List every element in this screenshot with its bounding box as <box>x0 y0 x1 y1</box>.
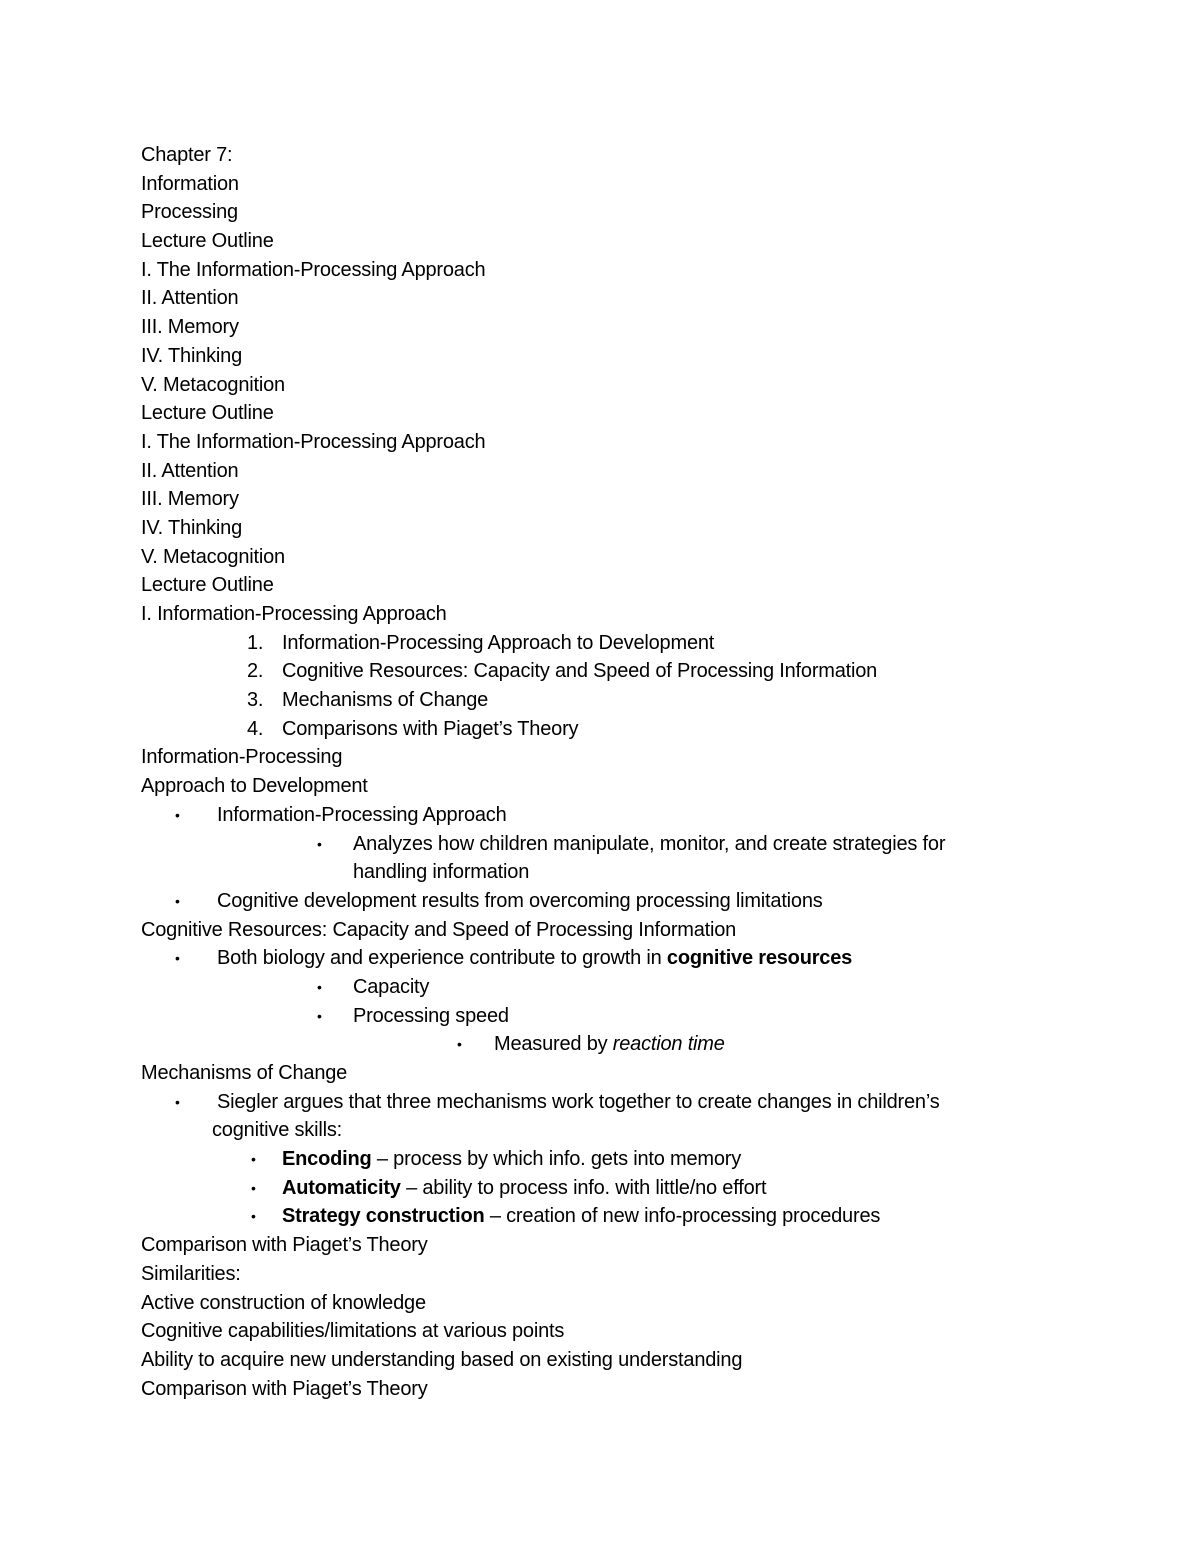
bullet-text: Siegler argues that three mechanisms work together to create changes in children’s <box>217 1090 940 1113</box>
outline-item: IV. Thinking <box>141 516 243 539</box>
bullet-text: Processing speed <box>353 1004 509 1027</box>
title-line: Processing <box>141 201 238 224</box>
outline-item: V. Metacognition <box>141 373 285 396</box>
outline-item: V. Metacognition <box>141 545 285 568</box>
text-line: Active construction of knowledge <box>141 1291 426 1314</box>
bullet-text: Measured by <box>494 1033 613 1056</box>
bullet-item <box>141 1002 1041 1031</box>
item-text: Mechanisms of Change <box>282 689 489 712</box>
bullet-continuation: handling information <box>353 861 530 884</box>
bullet-text: Both biology and experience contribute to growth in <box>217 947 667 970</box>
section-heading: Lecture Outline <box>141 402 274 425</box>
text-line: Ability to acquire new understanding based on existing understanding <box>141 1348 743 1371</box>
item-number: 3. <box>247 689 264 712</box>
bullet-icon: • <box>175 892 180 909</box>
section-heading: Mechanisms of Change <box>141 1062 348 1084</box>
bullet-text: – process by which info. gets into memory <box>371 1148 742 1171</box>
bullet-item <box>141 1030 1041 1059</box>
bullet-icon: • <box>175 1093 180 1110</box>
chapter-title: Chapter 7: <box>141 144 233 166</box>
bullet-item <box>141 830 1041 859</box>
section-heading: Comparison with Piaget’s Theory <box>141 1377 428 1400</box>
item-number: 1. <box>247 631 264 654</box>
bullet-item <box>141 887 1041 916</box>
outline-item: IV. Thinking <box>141 344 243 367</box>
numbered-item <box>141 686 1041 715</box>
bullet-continuation: cognitive skills: <box>212 1119 342 1142</box>
outline-item: I. The Information-Processing Approach <box>141 258 486 281</box>
item-text: Cognitive Resources: Capacity and Speed of Processing Information <box>282 660 878 683</box>
bold-term: cognitive resources <box>666 947 853 970</box>
numbered-item <box>141 715 1041 744</box>
bullet-item <box>141 1174 1041 1203</box>
bullet-icon: • <box>251 1208 256 1225</box>
bullet-text: Capacity <box>353 975 430 998</box>
bold-term: Automaticity <box>282 1176 401 1199</box>
outline-item: III. Memory <box>141 488 239 511</box>
bullet-text: Cognitive development results from overcoming processing limitations <box>217 889 823 912</box>
bullet-icon: • <box>317 1007 322 1024</box>
section-heading: Approach to Development <box>141 775 368 798</box>
outline-item: II. Attention <box>141 287 239 310</box>
bullet-item <box>141 1202 1041 1231</box>
title-line: Information <box>141 172 239 195</box>
bold-term: Encoding <box>282 1148 372 1171</box>
bullet-item <box>141 973 1041 1002</box>
item-text: Information-Processing Approach to Development <box>282 631 715 654</box>
document-page <box>141 141 1041 1403</box>
bullet-item <box>141 944 1041 973</box>
numbered-item <box>141 657 1041 686</box>
numbered-item <box>141 629 1041 658</box>
bullet-item <box>141 1088 1041 1117</box>
bullet-text: Analyzes how children manipulate, monitor, and create strategies for <box>353 832 946 855</box>
section-heading: Lecture Outline <box>141 230 274 253</box>
bullet-item <box>141 1145 1041 1174</box>
section-heading: Cognitive Resources: Capacity and Speed of Processing Information <box>141 918 737 941</box>
bold-term: Strategy construction <box>282 1205 485 1228</box>
bullet-icon: • <box>175 950 180 967</box>
bullet-text: – ability to process info. with little/no effort <box>400 1176 767 1199</box>
italic-term: reaction time <box>612 1033 725 1056</box>
outline-item: I. The Information-Processing Approach <box>141 430 486 453</box>
item-number: 4. <box>247 717 264 740</box>
text-line: Cognitive capabilities/limitations at various points <box>141 1320 565 1343</box>
outline-item: II. Attention <box>141 459 239 482</box>
bullet-icon: • <box>317 835 322 852</box>
bullet-icon: • <box>457 1036 462 1053</box>
bullet-icon: • <box>251 1179 256 1196</box>
section-heading: Lecture Outline <box>141 574 274 597</box>
bullet-item <box>141 801 1041 830</box>
section-heading: Information-Processing <box>141 746 343 769</box>
item-text: Comparisons with Piaget’s Theory <box>282 717 579 740</box>
subheading: Similarities: <box>141 1262 241 1285</box>
bullet-icon: • <box>175 806 180 823</box>
bullet-text: Information-Processing Approach <box>217 803 507 826</box>
item-number: 2. <box>247 660 264 683</box>
outline-item: III. Memory <box>141 316 239 339</box>
bullet-icon: • <box>317 978 322 995</box>
bullet-text: – creation of new info-processing procedures <box>484 1205 881 1228</box>
section-heading: Comparison with Piaget’s Theory <box>141 1234 428 1257</box>
outline-item: I. Information-Processing Approach <box>141 603 447 625</box>
bullet-icon: • <box>251 1151 256 1168</box>
